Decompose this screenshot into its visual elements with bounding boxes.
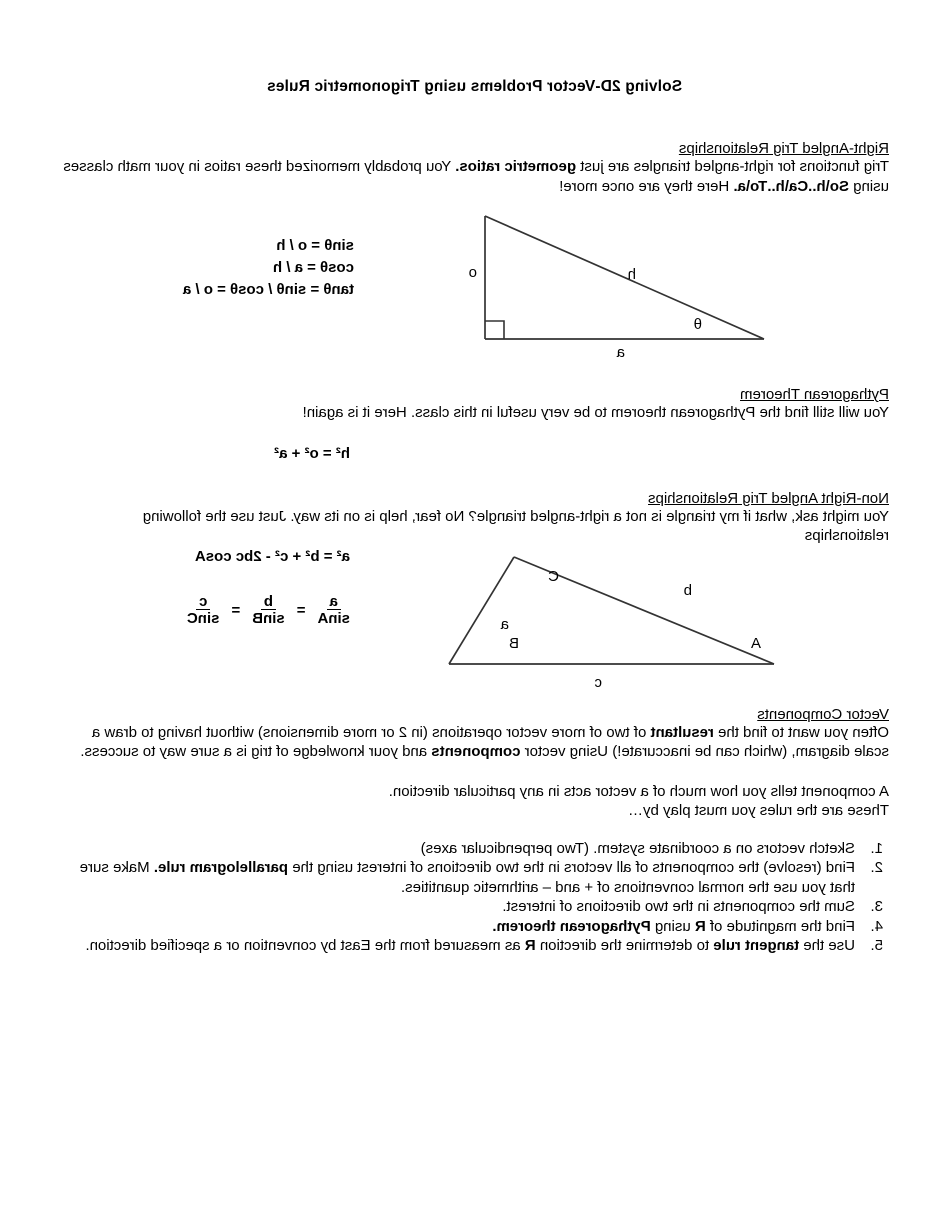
- list-item-bold: parallelogram rule.: [153, 859, 289, 876]
- list-item-text-mid: using: [650, 917, 695, 935]
- formula-tangent: tanθ = sinθ / cosθ = o / a: [182, 280, 354, 298]
- section-heading-pythagorean: Pythagorean Theorem: [740, 386, 889, 403]
- scalene-triangle-figure-row: [60, 546, 889, 706]
- paragraph-text-part3: Here they are once more!: [559, 177, 734, 195]
- vc-text-part1: Often you want to find the: [713, 723, 889, 741]
- right-triangle-figure-row: [60, 196, 889, 386]
- rules-intro-line: These are the rules you must play by…: [628, 802, 889, 819]
- list-item: [60, 917, 889, 937]
- list-item-text-after: Make sure that you use the normal conventions of + and – arithmetic quantities.: [79, 859, 855, 896]
- non-right-angled-paragraph: You might ask, what if my triangle is not a right-angled triangle? No fear, help is on its way. Just use the following relationships: [142, 507, 889, 544]
- list-item-text: Sketch vectors on a coordinate system. (Two perpendicular axes): [420, 839, 855, 857]
- list-item: [60, 897, 889, 917]
- list-item-marker: 2.: [870, 859, 883, 876]
- vc-text-part3: and your knowledge of trig is a sure way to success.: [80, 743, 432, 760]
- label-side-b: b: [683, 581, 692, 599]
- pythagorean-paragraph: You will still find the Pythagorean theorem to be very useful in this class. Here it is again!: [302, 404, 889, 421]
- sine-rule-c-numerator: c: [196, 594, 210, 611]
- vector-components-paragraph: [60, 723, 889, 762]
- label-side-c: c: [594, 673, 602, 691]
- vc-bold-resultant: resultant: [650, 723, 714, 741]
- list-item: [60, 858, 889, 897]
- sine-rule-formula: [187, 594, 350, 628]
- section-heading-right-angled: Right-Angled Trig Relationships: [678, 140, 889, 157]
- list-item-marker: 5.: [870, 937, 883, 954]
- right-angled-paragraph: [60, 157, 889, 196]
- section-heading-non-right-angled: Non-Right Angled Trig Relationships: [648, 489, 889, 507]
- sine-rule-a-denominator: sinA: [317, 610, 350, 628]
- list-item-bold-r: R: [694, 917, 706, 935]
- formula-sine: sinθ = o / h: [276, 237, 354, 254]
- triangle2-side-a-line: [449, 557, 514, 664]
- section-pythagorean: [60, 386, 889, 462]
- right-angled-formula-block: [183, 235, 354, 300]
- sine-rule-equals-2: =: [231, 601, 241, 619]
- list-item-bold-r: R: [524, 937, 536, 954]
- label-vertex-b: B: [508, 634, 519, 652]
- scalene-triangle-diagram: [439, 552, 839, 692]
- sine-rule-term-c: [187, 594, 220, 628]
- list-item: [60, 936, 889, 956]
- list-item-text: Find the magnitude of: [705, 917, 855, 935]
- label-vertex-a: A: [750, 634, 761, 652]
- right-triangle-diagram: [409, 204, 769, 379]
- list-item-text: Find (resolve) the components of all vectors in the two directions of interest using the: [288, 859, 855, 876]
- sine-rule-c-denominator: sinC: [186, 610, 220, 628]
- sine-rule-a-numerator: a: [327, 594, 341, 611]
- label-hypotenuse: h: [627, 266, 636, 283]
- sine-rule-term-b: [252, 594, 285, 628]
- list-item-bold-pythagorean: Pythagorean theorem.: [492, 917, 651, 935]
- vector-rules-list: [60, 839, 889, 956]
- page-title: Solving 2D-Vector Problems using Trigonometric Rules: [266, 78, 683, 95]
- list-item-marker: 4.: [870, 917, 883, 935]
- list-item: [60, 839, 889, 859]
- sine-rule-term-a: [317, 594, 350, 628]
- section-non-right-angled: [60, 490, 889, 706]
- right-angle-marker: [485, 321, 504, 339]
- label-vertex-c: C: [548, 567, 559, 585]
- list-item-text-mid: to determine the direction: [535, 937, 714, 954]
- label-side-a: a: [500, 615, 509, 633]
- section-vector-components: [60, 706, 889, 956]
- paragraph-bold-geometric-ratios: geometric ratios.: [455, 158, 577, 175]
- component-definition-line: A component tells you how much of a vector acts in any particular direction.: [388, 782, 889, 800]
- sine-rule-b-numerator: b: [261, 594, 276, 611]
- cosine-rule-formula: a² = b² + c² - 2bc cosA: [194, 547, 350, 565]
- sine-rule-b-denominator: sinB: [252, 610, 285, 628]
- sine-rule-equals-1: =: [296, 601, 306, 619]
- label-opposite: o: [468, 264, 477, 281]
- list-item-marker: 1.: [870, 839, 883, 857]
- label-theta-angle: θ: [693, 316, 702, 333]
- section-heading-vector-components: Vector Components: [757, 705, 889, 723]
- pythagorean-formula: h² = o² + a²: [274, 444, 350, 462]
- paragraph-bold-sohcahtoa: So\h..Ca\h..To\a.: [733, 177, 849, 195]
- list-item-text-after: as measured from the East by convention or a specified direction.: [85, 937, 525, 954]
- list-item-marker: 3.: [870, 898, 883, 915]
- label-adjacent: a: [616, 344, 625, 361]
- paragraph-text-part1: Trig functions for right-angled triangles are just: [576, 158, 889, 175]
- list-item-text: Use the: [799, 937, 855, 954]
- list-item-text: Sum the components in the two directions of interest.: [502, 898, 855, 915]
- triangle-hypotenuse-line: [485, 216, 764, 339]
- vc-text-part2: of two of more vector operations (in 2 or more dimensions) without having to draw a scale diagram, (which can be inaccurate!) Using vector: [91, 723, 889, 760]
- formula-cosine: cosθ = a / h: [272, 258, 354, 276]
- section-right-angled-trig: [60, 140, 889, 386]
- list-item-bold-tangent-rule: tangent rule: [713, 937, 800, 954]
- paragraph-text-part2: You probably memorized these ratios in your math classes using: [63, 158, 889, 195]
- vc-bold-components: components: [431, 743, 521, 760]
